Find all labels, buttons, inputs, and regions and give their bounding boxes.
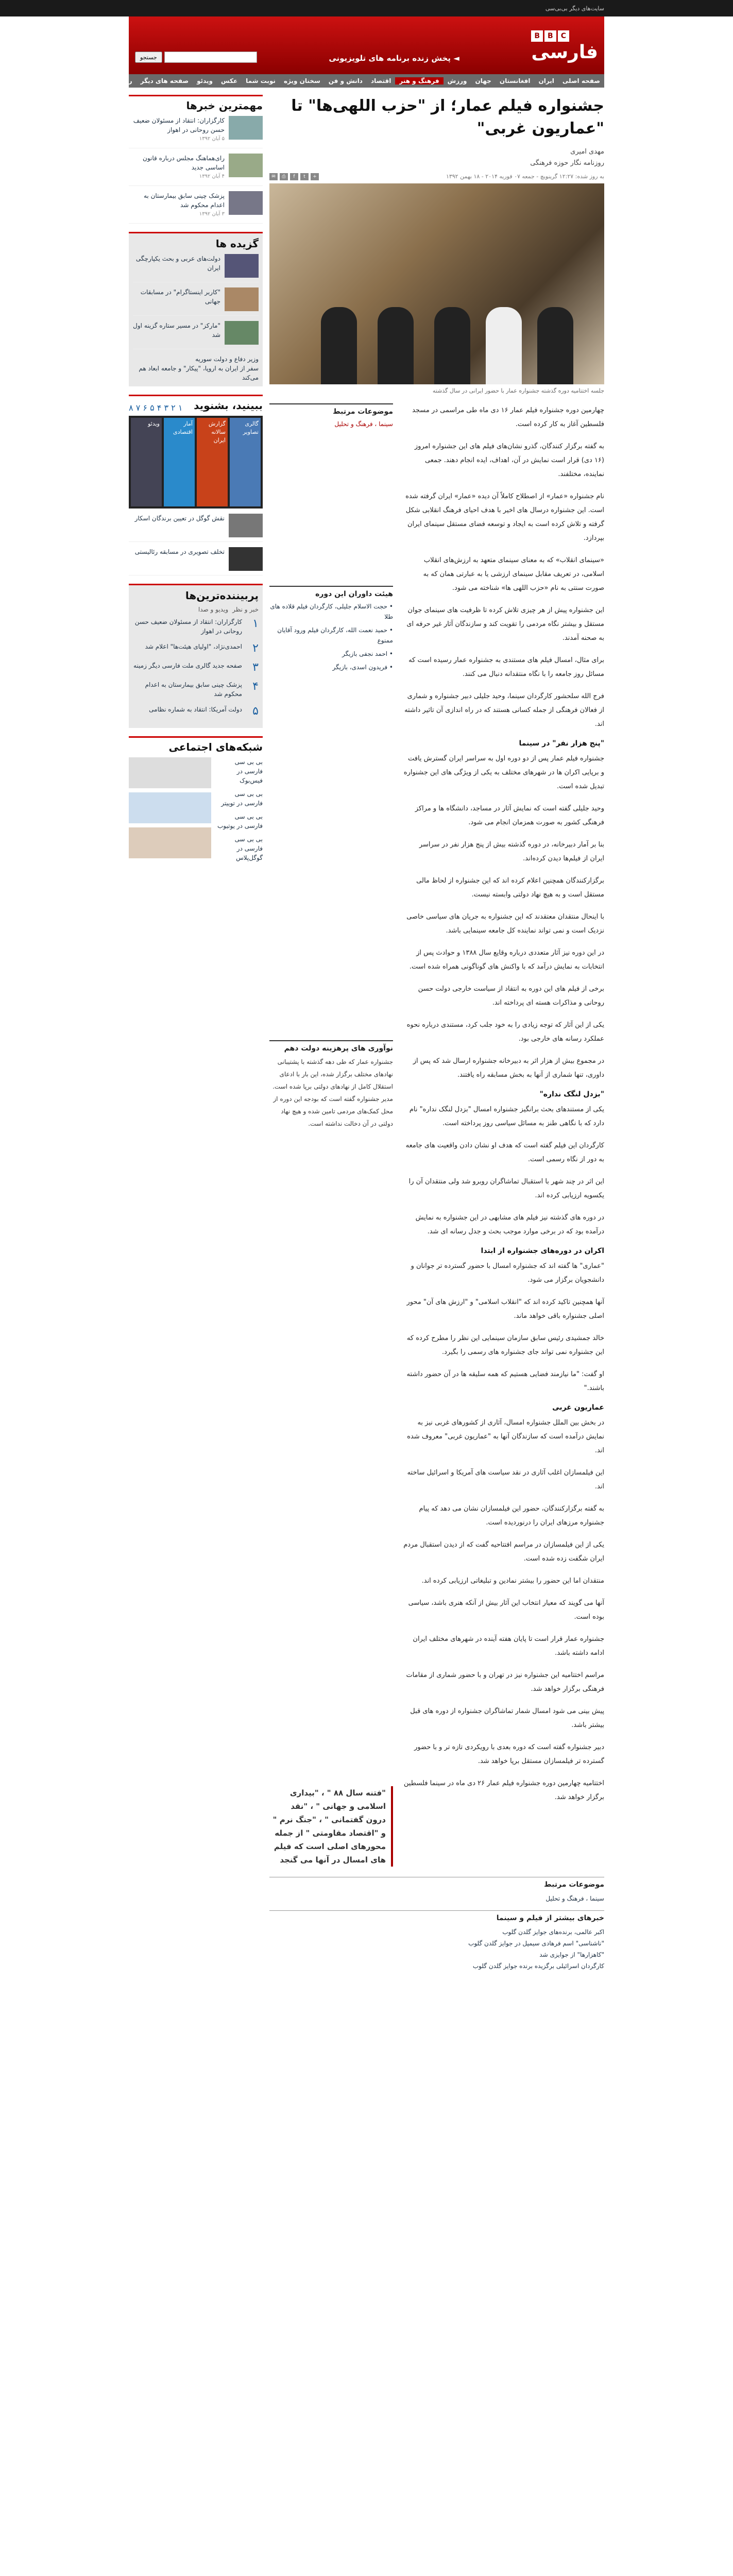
body-paragraph: پیش بینی می شود امسال شمار تماشاگران جشنواره از دوره های قبل بیشتر باشد. — [410, 1707, 604, 1729]
article — [269, 95, 604, 1972]
body-paragraph: در بخش بین الملل جشنواره امسال، آثاری از کشورهای غربی نیز به نمایش درآمده است که سازندگان آنها به "عماریون غربی" معروف شده اند. — [407, 1419, 604, 1454]
body-paragraph: برخی از فیلم های این دوره به انتقاد از سیاست خارجی دولت حسن روحانی و مذاکرات هسته ای پرداخته اند. — [418, 985, 604, 1007]
most-popular: پربیننده‌ترین‌ها خبر و نظر ویدیو و صدا ۱ کارگزاران: انتقاد از مسئولان ضعیف حسن روحانی در اهواز ۲ احمدی‌نژاد، "اولیای هیئت‌ها" اعلام شد ۳ صفحه جدید گالری ملت فارسی دیگر زمینه ۴ پزشک چینی سابق بیمارستان به اعدام محکوم شد ۵ دولت آمریکا: انتقاد به شماره نظامی — [129, 584, 263, 728]
bbc-logo[interactable]: B B C — [531, 30, 598, 42]
article-date: به روز شده: ۱۲:۲۷ گرینویچ - جمعه ۰۷ فوریه ۲۰۱۴ - ۱۸ بهمن ۱۳۹۲ — [446, 173, 604, 180]
email-icon[interactable]: ✉ — [269, 173, 278, 180]
body-paragraph: دبیر جشنواره گفته است که دوره بعدی با رویکردی تازه تر و با حضور گسترده تر فیلمسازان مستقل برپا خواهد شد. — [414, 1743, 604, 1765]
body-paragraph: وحید جلیلی گفته است که نمایش آثار در مساجد، دانشگاه ها و مراکز فرهنگی کشور به صورت همزمان انجام می شود. — [415, 805, 604, 826]
media-item[interactable]: گالری تصاویر — [230, 418, 261, 506]
article-title: جشنواره فیلم عمار؛ از "حزب اللهی‌ها" تا "عماریون غربی" — [291, 97, 604, 138]
features: گزیده ها دولت‌های عربی و بحث یکپارچگی ایران "کاربر اینستاگرام" در مسابقات جهانی "مارکز" در مسیر ستاره گزینه اول شد وزیر دفاع و دولت سوریه سفر از ایران به اروپا، "پیکار" و جامعه ابعاد هم می‌کند — [129, 232, 263, 386]
body-paragraph: این فیلمسازان اغلب آثاری در نقد سیاست های آمریکا و اسرائیل ساخته اند. — [407, 1469, 604, 1490]
body-paragraph: در مجموع بیش از هزار اثر به دبیرخانه جشنواره ارسال شد که پس از داوری، تنها شماری از آنها به بخش مسابقه راه یافتند. — [413, 1057, 604, 1079]
top-bar — [0, 0, 733, 16]
brand-title[interactable]: فارسی — [531, 42, 598, 63]
related-link[interactable]: "کاهزارها" از جوایزی شد — [539, 1951, 604, 1958]
carousel-pager[interactable]: ۱ ۲ ۳ ۴ ۵ ۶ ۷ ۸ — [129, 402, 183, 413]
body-paragraph: یکی از مستندهای بحث برانگیز جشنواره امسال "بزدل لنگک نداره" نام دارد که با نگاهی طنز به مسائل سیاسی روز پرداخته است. — [409, 1106, 604, 1127]
nav-item[interactable]: صفحه اصلی — [562, 77, 600, 84]
ad-banner[interactable] — [129, 757, 211, 788]
social-networks: شبکه‌های اجتماعی بی بی سی فارسی در فیس‌بوک بی بی سی فارسی در توییتر بی بی سی فارسی در یوتیوب بی بی سی فارسی در گوگل‌پلاس — [129, 736, 263, 867]
body-paragraph: منتقدان اما این حضور را بیشتر نمادین و تبلیغاتی ارزیابی کرده اند. — [421, 1577, 604, 1585]
body-paragraph: چهارمین دوره جشنواره فیلم عمار ۱۶ دی ماه طی مراسمی در مسجد فلسطین آغاز به کار کرده است. — [412, 406, 604, 428]
body-paragraph: این اثر در چند شهر با استقبال تماشاگران روبرو شد ولی منتقدان آن را یکسویه ارزیابی کرده اند. — [408, 1178, 604, 1199]
body-paragraph: جشنواره عمار قرار است تا پایان هفته آینده در شهرهای مختلف ایران ادامه داشته باشد. — [413, 1635, 604, 1657]
list-item[interactable]: ۱ کارگزاران: انتقاد از مسئولان ضعیف حسن روحانی در اهواز — [134, 617, 259, 635]
related-link[interactable]: کارگردان اسرائیلی برگزیده برنده جوایز گلدن گلوب — [472, 1962, 604, 1970]
list-item[interactable]: دولت‌های عربی و بحث یکپارچگی ایران — [133, 254, 259, 282]
story-thumbnail — [225, 254, 259, 278]
googleplus-link[interactable]: بی بی سی فارسی در گوگل‌پلاس — [234, 836, 263, 861]
section-heading: "پنج هزار نفر" در سینما — [519, 739, 604, 748]
nav-item[interactable]: رادیو و تلویزیون — [82, 77, 132, 84]
body-paragraph: یکی از این فیلمسازان در مراسم افتتاحیه گفت که از دیدن استقبال مردم ایران شگفت زده شده است. — [403, 1541, 604, 1563]
body-paragraph: با اینحال منتقدان معتقدند که این جشنواره به جریان های سیاسی خاصی نزدیک است و نمی تواند نماینده کل جامعه سینمایی باشد. — [406, 913, 604, 935]
nav-item[interactable]: سخنان ویژه — [283, 77, 320, 84]
facebook-link[interactable]: بی بی سی فارسی در فیس‌بوک — [234, 758, 263, 784]
story-thumbnail — [229, 514, 263, 537]
media-item[interactable]: گزارش سالانه ایران — [197, 418, 228, 506]
nav-item[interactable]: اقتصاد — [370, 77, 391, 84]
media-carousel — [129, 416, 263, 509]
print-icon[interactable]: ⎙ — [280, 173, 288, 180]
story-thumbnail — [229, 116, 263, 140]
list-item[interactable]: "کاربر اینستاگرام" در مسابقات جهانی — [133, 287, 259, 316]
body-paragraph: یکی از این آثار که توجه زیادی را به خود جلب کرد، مستندی درباره نحوه عملکرد رسانه های خارجی بود. — [406, 1021, 604, 1043]
section-heading: عماریون غربی — [552, 1403, 604, 1412]
twitter-link[interactable]: بی بی سی فارسی در توییتر — [221, 790, 263, 807]
body-paragraph: در این دوره نیز آثار متعددی درباره وقایع سال ۱۳۸۸ و حوادث پس از انتخابات به نمایش درآمد که با واکنش های گوناگونی همراه شده است. — [409, 949, 604, 971]
list-item[interactable]: نقش گوگل در تعیین برندگان اسکار — [129, 514, 263, 542]
body-paragraph: در دوره های گذشته نیز فیلم های مشابهی در این جشنواره به نمایش درآمده بود که در برخی موارد موجب بحث و جدل رسانه ای شد. — [415, 1214, 604, 1235]
body-paragraph: فرج الله سلحشور کارگردان سینما، وحید جلیلی دبیر جشنواره و شماری از فعالان فرهنگی از جمله کسانی هستند که در راه اندازی آن تاثیر داشته اند. — [404, 692, 604, 728]
body-paragraph: آنها همچنین تاکید کرده اند که "انقلاب اسلامی" و "ارزش های آن" محور اصلی جشنواره باقی خواهد ماند. — [406, 1298, 604, 1320]
body-paragraph: مراسم اختتامیه این جشنواره نیز در تهران و با حضور شماری از مقامات فرهنگی برگزار خواهد شد. — [406, 1671, 604, 1693]
story-thumbnail — [229, 191, 263, 215]
section-heading: "بزدل لنگک نداره" — [539, 1090, 604, 1098]
image-caption: جلسه اختتامیه دوره گذشته جشنواره عمار با حضور ایرانی در سال گذشته — [432, 387, 604, 394]
jury-box: هیئت داوران این دوره • حجت الاسلام جلیلی، کارگردان فیلم قلاده های طلا • حمید نعمت الله، کارگردان فیلم ورود آقایان ممنوع • احمد نجفی بازیگر • فریدون اسدی، بازیگر — [269, 586, 393, 672]
media-item[interactable]: آمار اقتصادی — [164, 418, 195, 506]
nav-item[interactable]: ایران — [538, 77, 554, 84]
related-link[interactable]: "ناشناسی" اسم فرهادی سیمپل در جوایز گلدن گلوب — [468, 1940, 604, 1947]
hero-image — [269, 183, 604, 384]
related-topics-box: موضوعات مرتبط سینما ، فرهنگ و تحلیل — [269, 403, 393, 429]
nav-item[interactable]: ویدئو — [197, 77, 213, 84]
live-tv-link[interactable]: ◄ پخش زنده برنامه های تلویزیونی — [329, 54, 459, 63]
body-paragraph: اختتامیه چهارمین دوره جشنواره فیلم عمار ۲۶ دی ماه در سینما فلسطین برگزار خواهد شد. — [403, 1780, 604, 1801]
list-item[interactable]: کارگزاران: انتقاد از مسئولان ضعیف حسن روحانی در اهواز ۵ آبان ۱۳۹۲ — [129, 116, 263, 148]
facebook-icon[interactable]: f — [290, 173, 298, 180]
body-paragraph: خالد جمشیدی رئیس سابق سازمان سینمایی این نظر را مطرح کرده که این جشنواره نمی تواند جای جشنواره های رسمی را بگیرد. — [406, 1334, 604, 1356]
nav-item[interactable]: جهان — [475, 77, 491, 84]
youtube-link[interactable]: بی بی سی فارسی در یوتیوب — [217, 813, 263, 829]
list-item[interactable]: ۵ دولت آمریکا: انتقاد به شماره نظامی — [149, 705, 259, 718]
body-paragraph: «سینمای انقلاب» که به معنای سینمای متعهد به ارزش‌های انقلاب اسلامی، در تعریف مقابل سینمای ارزشی یا به عبارتی همان که به صورت سنتی به نام «حزب اللهی ها» شناخته می شود. — [423, 556, 604, 592]
pull-quote: "فتنه سال ۸۸ " ، "بیداری اسلامی و جهانی " ، "نقد درون گفتمانی " ، "جنگ نرم " و "اقتصاد مقاومتی " از جمله محورهای اصلی است که فیلم های امسال در آنها می گنجد — [269, 1786, 393, 1867]
body-paragraph: او گفت: "ما نیازمند فضایی هستیم که همه سلیقه ها در آن حضور داشته باشند." — [406, 1370, 604, 1392]
list-item[interactable]: تخلف تصویری در مسابقه رئالیستی — [129, 547, 263, 575]
content-wrap — [129, 95, 604, 2576]
nav-item[interactable]: نوبت شما — [246, 77, 276, 84]
story-thumbnail — [229, 154, 263, 177]
article-body — [403, 403, 604, 1867]
twitter-icon[interactable]: t — [300, 173, 309, 180]
nav-item[interactable]: دانش و فن — [328, 77, 363, 84]
bbc-services-link[interactable]: سایت‌های دیگر بی‌بی‌سی — [545, 5, 604, 12]
novelty-box: نوآوری های پرهزینه دولت دهم جشنواره عمار که طی دهه گذشته با پشتیبانی نهادهای مختلف برگزار شده، این بار با ادعای استقلال کامل از نهادهای دولتی برپا شده است. مدیر جشنواره گفته است که بودجه این دوره از محل کمک‌های مردمی تامین شده و هیچ نهاد دولتی در آن دخالت نداشته است. — [269, 1040, 393, 1130]
share-tools — [269, 173, 319, 180]
body-paragraph: برای مثال، امسال فیلم های مستندی به جشنواره عمار رسیده است که مسائل روز جامعه را با نگاه منتقدانه دنبال می کنند. — [408, 656, 604, 678]
list-item[interactable]: پزشک چینی سابق بیمارستان به اعدام محکوم شد ۳ آبان ۱۳۹۲ — [129, 191, 263, 224]
tab-video[interactable]: ویدیو و صدا — [198, 606, 229, 613]
section-heading: اکران در دوره‌های جشنواره از ابتدا — [481, 1247, 604, 1255]
body-paragraph: بنا بر آمار دبیرخانه، در دوره گذشته بیش از پنج هزار نفر در سراسر ایران از فیلم‌ها دیدن کرده‌اند. — [419, 841, 604, 862]
search-input[interactable] — [164, 52, 257, 63]
watch-listen: ببینید، بشنوید ۱ ۲ ۳ ۴ ۵ ۶ ۷ ۸ گالری تصاویر گزارش سالانه ایران آمار اقتصادی ویدئو نقش گوگل در تعیین برندگان اسکار تخلف تصویری در مسابقه رئالیستی — [129, 395, 263, 575]
body-paragraph: به گفته برگزارکنندگان، حضور این فیلمسازان نشان می دهد که پیام جشنواره مرزهای ایران را درنوردیده است. — [419, 1505, 604, 1527]
related-link[interactable]: اکبر عالمی، برنده‌های جوایز گلدن گلوب — [502, 1928, 604, 1936]
main-nav — [82, 74, 604, 88]
body-paragraph: این جشنواره پیش از هر چیزی تلاش کرده تا ظرفیت های سینمای جوان مستقل و بیشتر نگاه مردمی را تقویت کند و سازندگان آثار غیر حرفه ای به صحنه آمدند. — [406, 606, 604, 642]
nav-item[interactable]: عکس — [221, 77, 238, 84]
search-button[interactable]: جستجو — [135, 52, 162, 63]
author-role: روزنامه نگار حوزه فرهنگی — [530, 159, 604, 167]
sidebar — [129, 95, 263, 875]
top-stories: مهمترین خبرها کارگزاران: انتقاد از مسئولان ضعیف حسن روحانی در اهواز ۵ آبان ۱۳۹۲ رای‌هماهنگ مجلس درباره قانون اساسی جدید ۴ آبان ۱۳۹۲ پزشک چینی سابق بیمارستان به اعدام محکوم شد ۳ آبان ۱۳۹۲ — [129, 95, 263, 224]
body-paragraph: آنها می گویند که معیار انتخاب این آثار بیش از آنکه هنری باشد، سیاسی بوده است. — [408, 1599, 604, 1621]
share-icon[interactable]: + — [311, 173, 319, 180]
ad-banner[interactable] — [129, 792, 211, 823]
list-item[interactable]: ۴ پزشک چینی سابق بیمارستان به اعدام محکوم شد — [145, 680, 259, 698]
media-item[interactable]: ویدئو — [131, 418, 162, 506]
nav-item[interactable]: افغانستان — [499, 77, 531, 84]
list-item[interactable]: رای‌هماهنگ مجلس درباره قانون اساسی جدید ۴ آبان ۱۳۹۲ — [129, 154, 263, 186]
story-thumbnail — [229, 547, 263, 571]
list-item[interactable]: ۲ احمدی‌نژاد، "اولیای هیئت‌ها" اعلام شد — [145, 642, 259, 655]
article-sidebar — [269, 403, 393, 1867]
byline — [269, 146, 604, 169]
tab-news[interactable]: خبر و نظر — [232, 606, 259, 613]
story-thumbnail — [225, 321, 259, 345]
related-topics-links[interactable]: سینما ، فرهنگ و تحلیل — [334, 420, 393, 428]
ad-banner[interactable] — [129, 827, 211, 858]
story-thumbnail — [225, 287, 259, 311]
masthead — [129, 16, 604, 74]
nav-item[interactable]: صفحه های دیگر — [140, 77, 189, 84]
related-section: موضوعات مرتبط سینما ، فرهنگ و تحلیل خبرهای بیشتر از فیلم و سینما اکبر عالمی، برنده‌های جوایز گلدن گلوب "ناشناسی" اسم فرهادی سیمپل در جوایز گلدن گلوب "کاهزارها" از جوایزی شد کارگردان اسرائیلی برگزیده برنده جوایز گلدن گلوب — [269, 1877, 604, 1972]
body-paragraph: برگزارکنندگان همچنین اعلام کرده اند که این جشنواره از لحاظ مالی مستقل است و به هیچ نهاد دولتی وابسته نیست. — [416, 877, 604, 899]
list-item[interactable]: "مارکز" در مسیر ستاره گزینه اول شد — [133, 321, 259, 349]
nav-item[interactable]: ورزش — [447, 77, 467, 84]
body-paragraph: "عماری" ها گفته اند که جشنواره امسال با حضور گسترده تر جوانان و دانشجویان برگزار می شود. — [411, 1262, 604, 1284]
body-paragraph: به گفته برگزار کنندگان، گذرو نشان‌های فیلم های این جشنواره امروز (۱۶ دی) قرار است نمایش در آن، اهداف، ایده انجام دهند. جمعی نماینده، مختلفند. — [414, 443, 604, 478]
list-item[interactable]: سفر از ایران به اروپا، "پیکار" و جامعه ابعاد هم می‌کند — [139, 365, 259, 381]
nav-item[interactable]: فرهنگ و هنر — [395, 77, 443, 84]
search-form — [135, 52, 257, 63]
author-name: مهدی امیری — [570, 148, 604, 156]
body-paragraph: نام جشنواره «عمار» از اصطلاح کاملاً آن دیده «عمار» ایران گرفته شده است. این جشنواره درسال های اخیر با هدف احیای فرهنگ انقلابی شکل گرفته و تلاش کرده است به ایجاد و توسعه فضای مستقل سینمای ایران بپردازد. — [405, 493, 604, 542]
body-paragraph: جشنواره فیلم عمار پس از دو دوره اول به سراسر ایران گسترش یافت و برپایی اکران ها در شهرهای مختلف به یکی از ویژگی های این جشنواره تبدیل شده است. — [403, 755, 604, 790]
list-item[interactable]: ۳ صفحه جدید گالری ملت فارسی دیگر زمینه — [133, 661, 259, 674]
list-item[interactable]: وزیر دفاع و دولت سوریه — [195, 355, 259, 363]
body-paragraph: کارگردان این فیلم گفته است که هدف او نشان دادن واقعیت های جامعه به دور از نگاه رسمی است. — [405, 1142, 604, 1163]
